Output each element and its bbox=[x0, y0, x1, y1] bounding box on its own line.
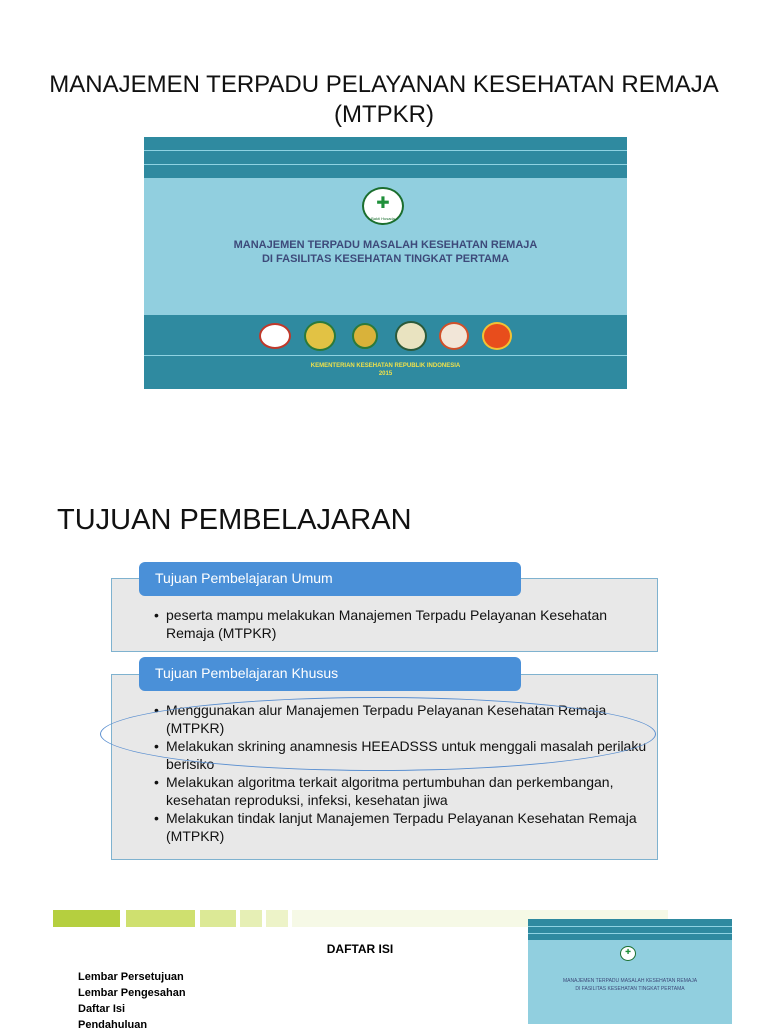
cover-title-line1: MANAJEMEN TERPADU MASALAH KESEHATAN REMAJA bbox=[233, 239, 538, 251]
toc-item: Lembar Pengesahan bbox=[78, 987, 186, 999]
partner-logo-icon bbox=[304, 321, 336, 351]
idai-logo-icon bbox=[259, 323, 291, 349]
cover-title-line2: DI FASILITAS KESEHATAN TINGKAT PERTAMA bbox=[261, 253, 510, 265]
partner-logo-icon bbox=[439, 322, 469, 350]
toc-heading: DAFTAR ISI bbox=[326, 942, 394, 956]
general-objective-tab: Tujuan Pembelajaran Umum bbox=[139, 562, 521, 596]
highlight-ellipse bbox=[100, 697, 656, 771]
partner-logos bbox=[144, 321, 627, 351]
slide1-title-line1: MANAJEMEN TERPADU PELAYANAN KESEHATAN REMAJA bbox=[49, 71, 719, 98]
cover-footer-line2: 2015 bbox=[378, 371, 393, 377]
partner-logo-icon bbox=[395, 321, 427, 351]
thumb-title-line1: MANAJEMEN TERPADU MASALAH KESEHATAN REMAJA bbox=[562, 978, 698, 984]
specific-objective-item: • Menggunakan alur Manajemen Terpadu Pelayanan Kesehatan Remaja (MTPKR) bbox=[154, 701, 649, 737]
slide1-title-line2: (MTPKR) bbox=[334, 101, 434, 128]
specific-objective-item: • Melakukan skrining anamnesis HEEADSSS untuk menggali masalah perilaku berisiko bbox=[154, 737, 649, 773]
slide1-title bbox=[0, 70, 768, 130]
cover-thumbnail bbox=[528, 919, 732, 1024]
slide2-title: TUJUAN PEMBELAJARAN bbox=[57, 504, 412, 536]
toc-item: Lembar Persetujuan bbox=[78, 971, 184, 983]
cover-footer-line1: KEMENTERIAN KESEHATAN REPUBLIK INDONESIA bbox=[310, 363, 461, 369]
toc-item: Daftar Isi bbox=[78, 1003, 126, 1015]
general-objective-item: • peserta mampu melakukan Manajemen Terpadu Pelayanan Kesehatan Remaja (MTPKR) bbox=[154, 606, 649, 642]
toc-item: Pendahuluan bbox=[78, 1019, 148, 1031]
bakti-husada-emblem-icon: ✚ bbox=[620, 946, 636, 961]
partner-logo-icon bbox=[352, 323, 378, 349]
bakti-husada-emblem-icon: ✚ Bakti Husada bbox=[362, 187, 404, 225]
thumb-title-line2: DI FASILITAS KESEHATAN TINGKAT PERTAMA bbox=[575, 986, 685, 992]
specific-objective-tab: Tujuan Pembelajaran Khusus bbox=[139, 657, 521, 691]
specific-objective-item: • Melakukan tindak lanjut Manajemen Terpadu Pelayanan Kesehatan Remaja (MTPKR) bbox=[154, 809, 649, 845]
partner-logo-icon bbox=[482, 322, 512, 350]
specific-objective-item: • Melakukan algoritma terkait algoritma pertumbuhan dan perkembangan, kesehatan reproduksi, infeksi, kesehatan jiwa bbox=[154, 773, 649, 809]
cover-image bbox=[144, 137, 627, 389]
